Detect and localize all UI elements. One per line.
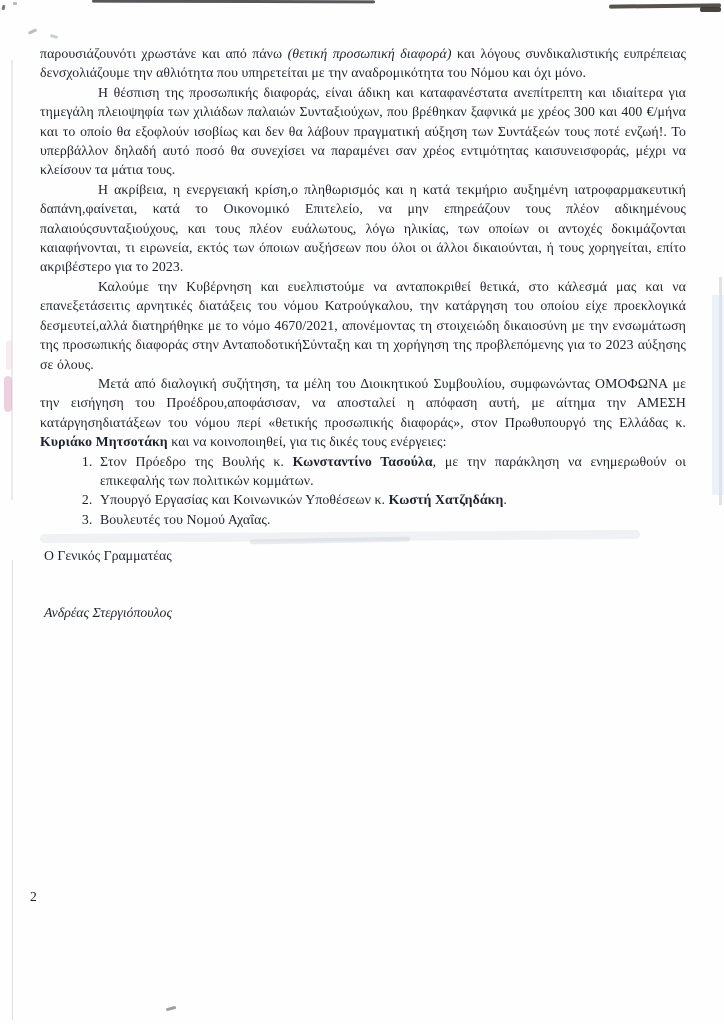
top-left-smudge-2 (50, 34, 59, 39)
top-scan-line-right (609, 3, 721, 8)
text-run: Υπουργό Εργασίας και Κοινωνικών Υποθέσεων κ. (100, 492, 389, 508)
top-scan-blob-right (700, 7, 721, 12)
text-run: παρουσιάζουνότι χρωστάνε και από πάνω (40, 46, 288, 61)
top-left-smudge-1 (28, 28, 37, 35)
list-item (96, 510, 686, 529)
text-run: Κυριάκο Μητσοτάκη (40, 434, 168, 450)
text-run: Βουλευτές του Νομού Αχαΐας. (100, 511, 271, 527)
list-item (96, 452, 686, 491)
text-run: , με την παράκληση να ενημερωθούν οι επικεφαλής των πολιτικών κομμάτων. (100, 453, 687, 488)
top-left-speck-1 (1, 5, 5, 11)
closing-line: Ο Γενικός Γραμματέας (44, 548, 172, 563)
left-pink-smudge-faint (6, 340, 12, 370)
text-run: Καλούμε την Κυβέρνηση και ευελπιστούμε να ανταποκριθεί θετικά, στο κάλεσμά μας και να επανεξετάσειτις αρνητικές διατάξεις του νόμου Κατρούγκαλου, την κατάργηση του οποίου είχε προεκλογικά δεσμευτεί,αλλά διατηρήθηκε με το νόμο 4670/2021, απονέμοντας τη στοιχειώδη δικαιοσύνη με την ενσωμάτωση της προσωπικής διαφοράς στην ΑνταποδοτικήΣύνταξη και τη χορήγηση της προβλεπόμενης για το 2023 αύξησης σε όλους. (40, 278, 686, 372)
text-run: Κωστή Χατζηδάκη (388, 492, 504, 508)
text-run: Η θέσπιση της προσωπικής διαφοράς, είναι άδικη και καταφανέστατα ανεπίτρεπτη και ιδιαίτερα για τημεγάλη πλειοψηφία των χιλιάδων παλαιών Συνταξιούχων, που βρέθηκαν ξαφνικά με χρέος 300 και 400 €/μήνα και το οποίο θα εξοφλούν ισοβίως και δεν θα λάβουν πραγματική αύξηση των Συντάξεών τους ποτέ ενζωή!. Το υπερβάλλον δηλαδή αυτό ποσό θα συνεχίσει να παραμένει σαν χρέος εντιμότητας καισυνεισφοράς, μέχρι να κλείσουν τα μάτια τους. (40, 84, 686, 178)
page-number: 2 (30, 889, 37, 904)
recipients-list (40, 452, 686, 530)
bottom-center-dash (166, 1006, 176, 1011)
paragraph (40, 44, 686, 83)
text-run: (θετική προσωπική διαφορά) (287, 46, 452, 61)
top-scan-line-left (92, 0, 375, 3)
signature-name: Ανδρέας Στεργιόπουλος (44, 605, 173, 620)
left-pink-smudge (4, 376, 12, 412)
left-edge-line-upper (11, 60, 13, 500)
text-run: Η ακρίβεια, η ενεργειακή κρίση,ο πληθωρισμός και η κατά τεκμήριο αυξημένη ιατροφαρμακευτική δαπάνη,φαίνεται, κατά το Οικονομικό Επιτελείο, να μην επηρεάζουν τους πλέον αδικημένους παλαιούςσυνταξιούχους, και τους πλέον ευάλωτους, λόγω ηλικίας, των οποίων οι αντοχές δοκιμάζονται καιαφήνονται, τι ειρωνεία, εκτός των όποιων αυξήσεων που όλοι οι άλλοι δικαιούνται, ή τους χορηγείται, επίτο ακριβέστερο για το 2023. (40, 181, 686, 275)
right-edge-strip (719, 277, 722, 505)
text-run: Μετά από διαλογική συζήτηση, τα μέλη του Διοικητικού Συμβουλίου, συμφωνώντας ΟΜΟΦΩΝΑ με την εισήγηση του Προέδρου,αποφάσισαν, να αποσταλεί η απόφαση αυτή, με αίτημα την ΑΜΕΣΗ κατάργησηδιατάξεων του νόμου περί «θετικής προσωπικής διαφοράς», στον Πρωθυπουργό της Ελλάδας κ. (40, 375, 686, 430)
paragraph (40, 180, 686, 277)
right-edge-tint (712, 295, 724, 495)
text-run: και λόγους συνδικαλιστικής ευπρέπειας δενσχολιάζουμε την αθλιότητα που υπηρετείται με την αναδρομικότητα του Νόμου και όχι μόνο. (40, 46, 687, 81)
text-run: και να κοινοποιηθεί, για τις δικές τους ενέργειες: (167, 434, 447, 450)
paragraph (40, 374, 686, 452)
text-run: Κωνσταντίνο Τασούλα (292, 453, 433, 469)
paragraph (40, 83, 686, 180)
text-run: Στον Πρόεδρο της Βουλής κ. (100, 453, 293, 469)
left-edge-line-lower (12, 560, 14, 1020)
list-item (96, 490, 686, 509)
fold-crease-wisp (250, 537, 410, 545)
paragraphs-container (40, 44, 686, 452)
top-left-speck-2 (13, 2, 17, 5)
document-body (40, 44, 686, 529)
text-run: . (503, 492, 507, 508)
fold-crease-band (40, 530, 640, 543)
paragraph (40, 277, 686, 374)
